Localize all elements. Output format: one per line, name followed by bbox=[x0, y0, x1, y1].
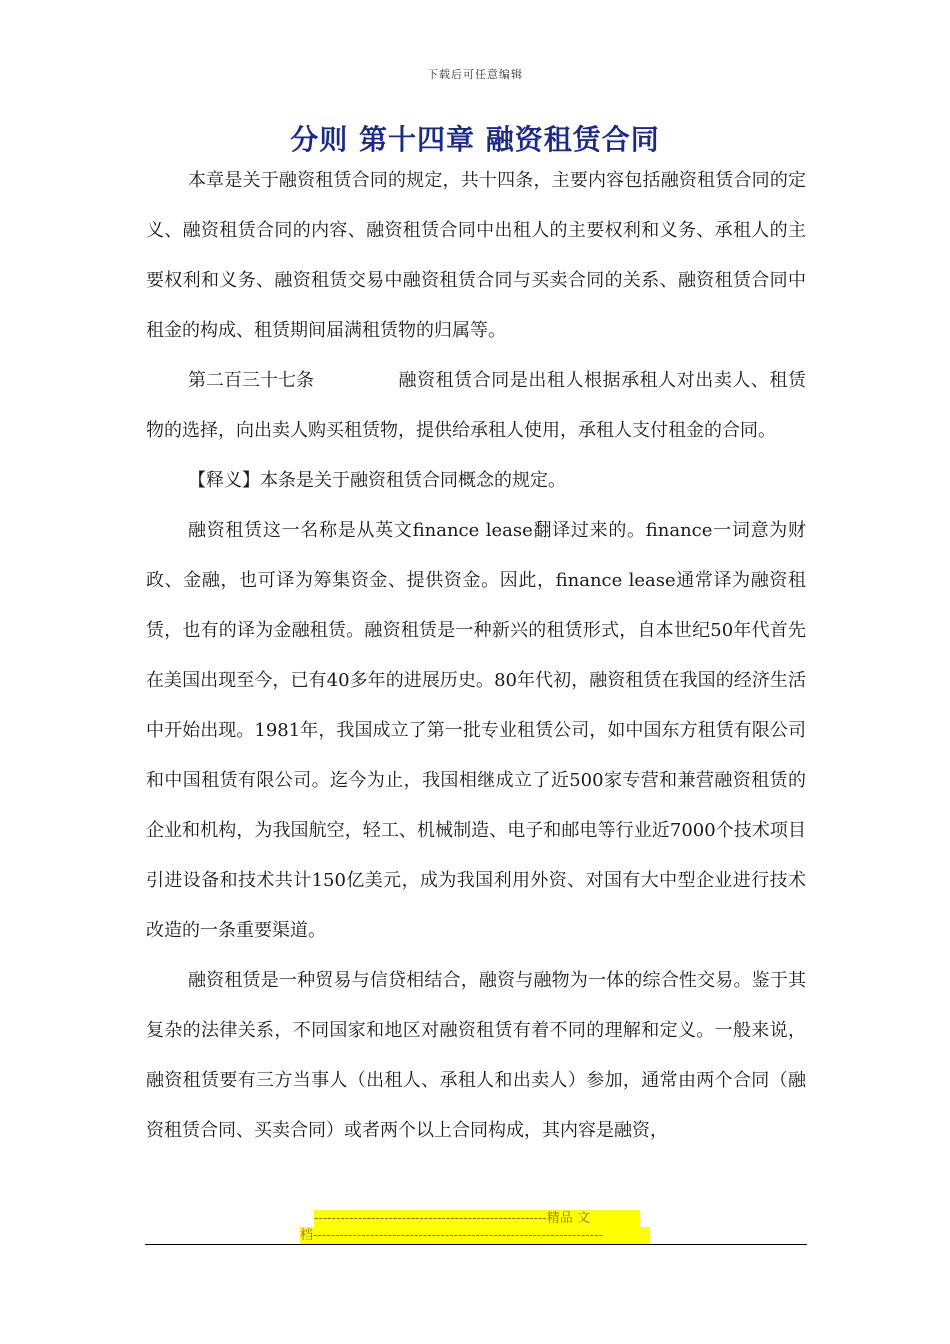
interpretation-paragraph: 【释义】本条是关于融资租赁合同概念的规定。 bbox=[188, 470, 566, 491]
body-paragraph-1: 融资租赁这一名称是从英文finance lease翻译过来的。finance一词意为财政、金融，也可译为筹集资金、提供资金。因此，finance lease通常译为融资租赁，也有的译为金融租赁。融资租赁是一种新兴的租赁形式，自本世纪50年代首先在美国出现至今，已有40多年的进展历史。80年代初，融资租赁在我国的经济生活中开始出现。1981年，我国成立了第一批专业租赁公司，如中国东方租赁有限公司和中国租赁有限公司。迄今为止，我国相继成立了近500家专营和兼营融资租赁的企业和机构，为我国航空，轻工、机械制造、电子和邮电等行业近7000个技术项目引进设备和技术共计150亿美元，成为我国利用外资、对国有大中型企业进行技术改造的一条重要渠道。 bbox=[146, 520, 806, 941]
header-note: 下载后可任意编辑 bbox=[427, 68, 523, 81]
intro-paragraph: 本章是关于融资租赁合同的规定，共十四条，主要内容包括融资租赁合同的定义、融资租赁合同的内容、融资租赁合同中出租人的主要权利和义务、承租人的主要权利和义务、融资租赁交易中融资租赁合同与买卖合同的关系、融资租赁合同中租金的构成、租赁期间届满租赁物的归属等。 bbox=[146, 170, 806, 341]
article-paragraph bbox=[146, 356, 806, 456]
article-text: 融资租赁合同是出租人根据承租人对出卖人、租赁物的选择，向出卖人购买租赁物，提供给承租人使用，承租人支付租金的合同。 bbox=[146, 370, 806, 441]
footer-divider bbox=[145, 1244, 807, 1245]
document-title: 分则 第十四章 融资租赁合同 bbox=[290, 123, 660, 156]
body-paragraph-2: 融资租赁是一种贸易与信贷相结合，融资与融物为一体的综合性交易。鉴于其复杂的法律关系，不同国家和地区对融资租赁有着不同的理解和定义。一般来说，融资租赁要有三方当事人（出租人、承租人和出卖人）参加，通常由两个合同（融资租赁合同、买卖合同）或者两个以上合同构成，其内容是融资， bbox=[146, 970, 806, 1141]
document-body bbox=[146, 156, 806, 1156]
article-number: 第二百三十七条 bbox=[188, 370, 314, 391]
footer-line-2: 档------------------------------------------------------------------ bbox=[300, 1227, 650, 1244]
footer-watermark bbox=[300, 1210, 650, 1244]
footer-line-1: -----------------------------------------------------精品 文 bbox=[314, 1210, 640, 1227]
